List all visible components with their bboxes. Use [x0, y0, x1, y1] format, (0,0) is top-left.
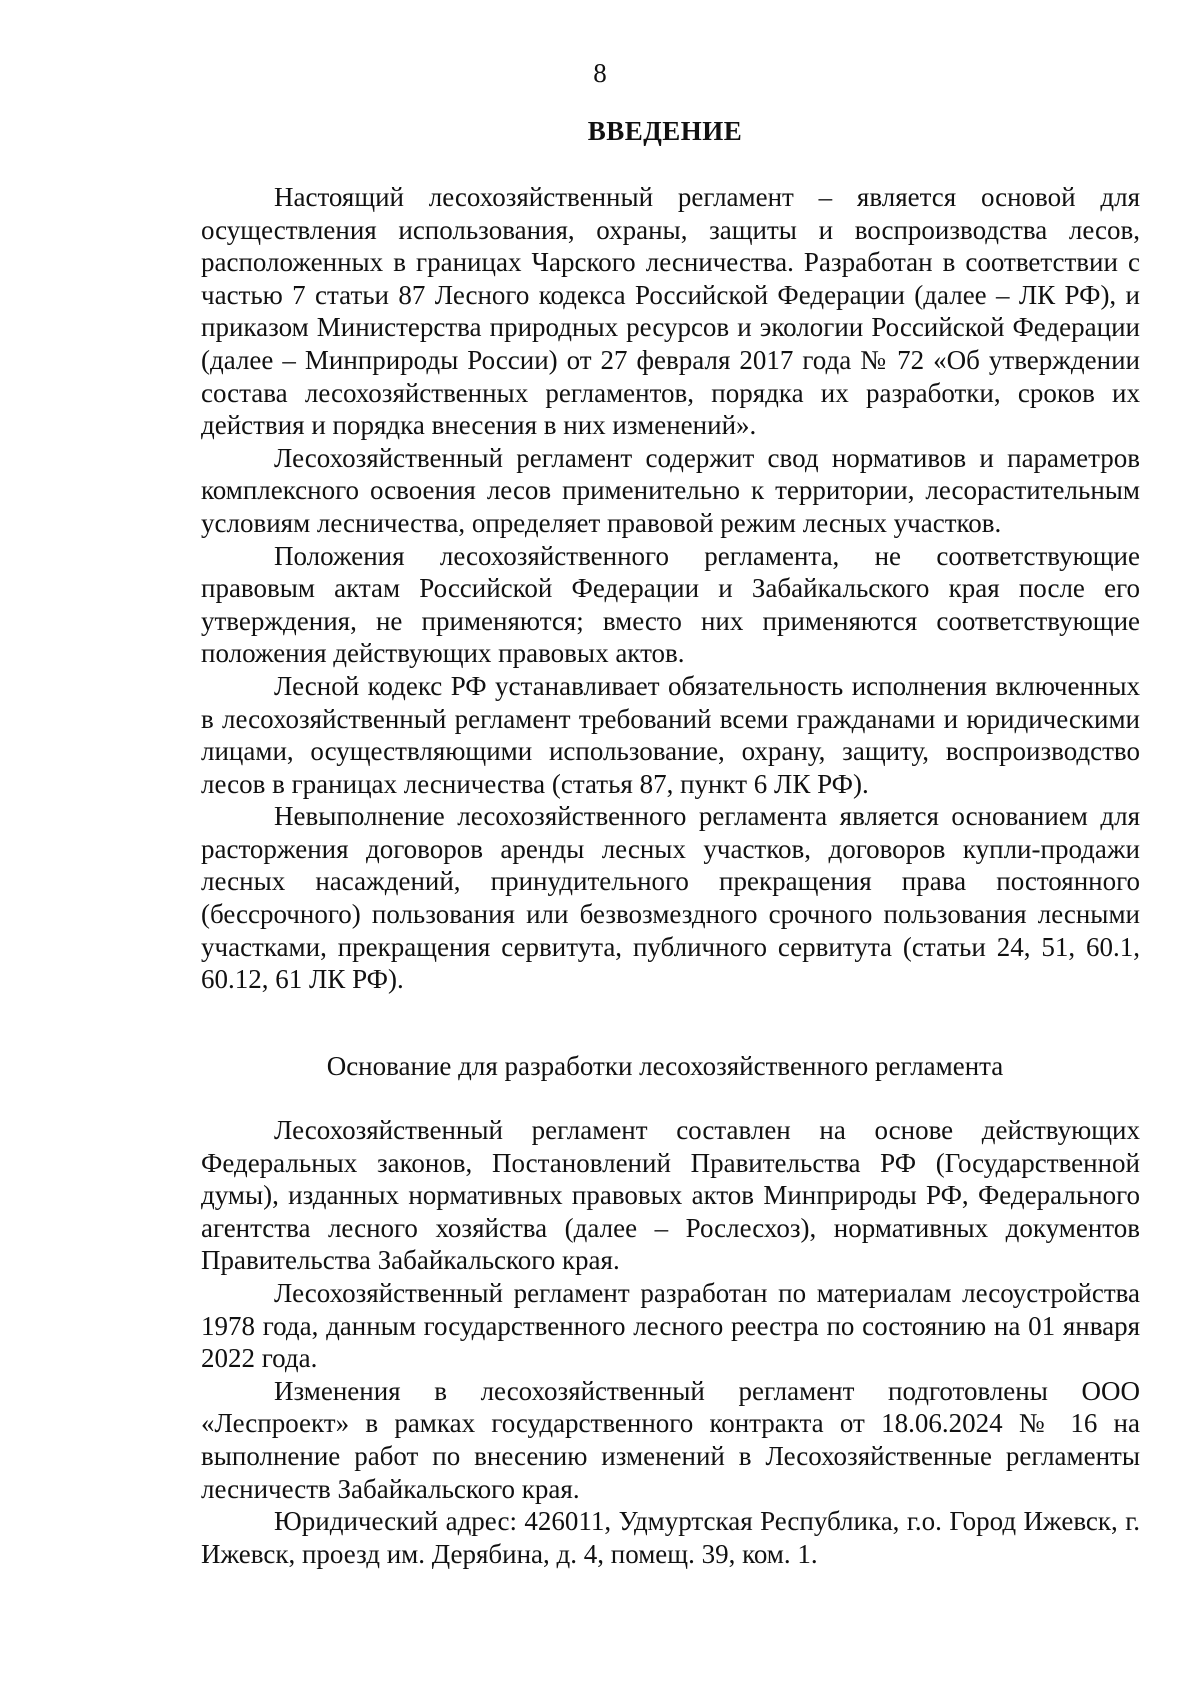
intro-section [201, 181, 1140, 996]
intro-paragraph-5: Невыполнение лесохозяйственного регламента является основанием для расторжения договоров аренды лесных участков, договоров купли-продажи лесных насаждений, принудительного прекращения права постоянного (бессрочного) пользования или безвозмездного срочного пользования лесными участками, прекращения сервитута, публичного сервитута (статьи 24, 51, 60.1, 60.12, 61 ЛК РФ). [201, 801, 1140, 995]
section-title-text: ВВЕДЕНИЕ [587, 116, 743, 146]
basis-paragraph-2: Лесохозяйственный регламент разработан по материалам лесоустройства 1978 года, данным государственного лесного реестра по состоянию на 01 января 2022 года. [201, 1277, 1140, 1374]
section-title [0, 115, 1200, 147]
subheading-text: Основание для разработки лесохозяйственного регламента [326, 1051, 1004, 1081]
subheading [0, 1050, 1200, 1082]
intro-paragraph-3: Положения лесохозяйственного регламента, не соответствующие правовым актам Российской Федерации и Забайкальского края после его утверждения, не применяются; вместо них применяются соответствующие положения действующих правовых актов. [201, 540, 1140, 669]
intro-paragraph-1: Настоящий лесохозяйственный регламент – является основой для осуществления использования, охраны, защиты и воспроизводства лесов, расположенных в границах Чарского лесничества. Разработан в соответствии с частью 7 статьи 87 Лесного кодекса Российской Федерации (далее – ЛК РФ), и приказом Министерства природных ресурсов и экологии Российской Федерации (далее – Минприроды России) от 27 февраля 2017 года № 72 «Об утверждении состава лесохозяйственных регламентов, порядка их разработки, сроков их действия и порядка внесения в них изменений». [201, 182, 1140, 441]
page-number: 8 [593, 58, 607, 88]
basis-section [201, 1114, 1140, 1570]
basis-paragraph-4: Юридический адрес: 426011, Удмуртская Республика, г.о. Город Ижевск, г. Ижевск, проезд им. Дерябина, д. 4, помещ. 39, ком. 1. [201, 1506, 1140, 1569]
basis-paragraph-1: Лесохозяйственный регламент составлен на основе действующих Федеральных законов, Постановлений Правительства РФ (Государственной думы), изданных нормативных правовых актов Минприроды РФ, Федерального агентства лесного хозяйства (далее – Рослесхоз), нормативных документов Правительства Забайкальского края. [201, 1115, 1140, 1276]
basis-paragraph-3: Изменения в лесохозяйственный регламент подготовлены ООО «Леспроект» в рамках государственного контракта от 18.06.2024 № 16 на выполнение работ по внесению изменений в Лесохозяйственные регламенты лесничеств Забайкальского края. [201, 1375, 1140, 1504]
intro-paragraph-4: Лесной кодекс РФ устанавливает обязательность исполнения включенных в лесохозяйственный регламент требований всеми гражданами и юридическими лицами, осуществляющими использование, охрану, защиту, воспроизводство лесов в границах лесничества (статья 87, пункт 6 ЛК РФ). [201, 670, 1140, 799]
intro-paragraph-2: Лесохозяйственный регламент содержит свод нормативов и параметров комплексного освоения лесов применительно к территории, лесорастительным условиям лесничества, определяет правовой режим лесных участков. [201, 442, 1140, 538]
